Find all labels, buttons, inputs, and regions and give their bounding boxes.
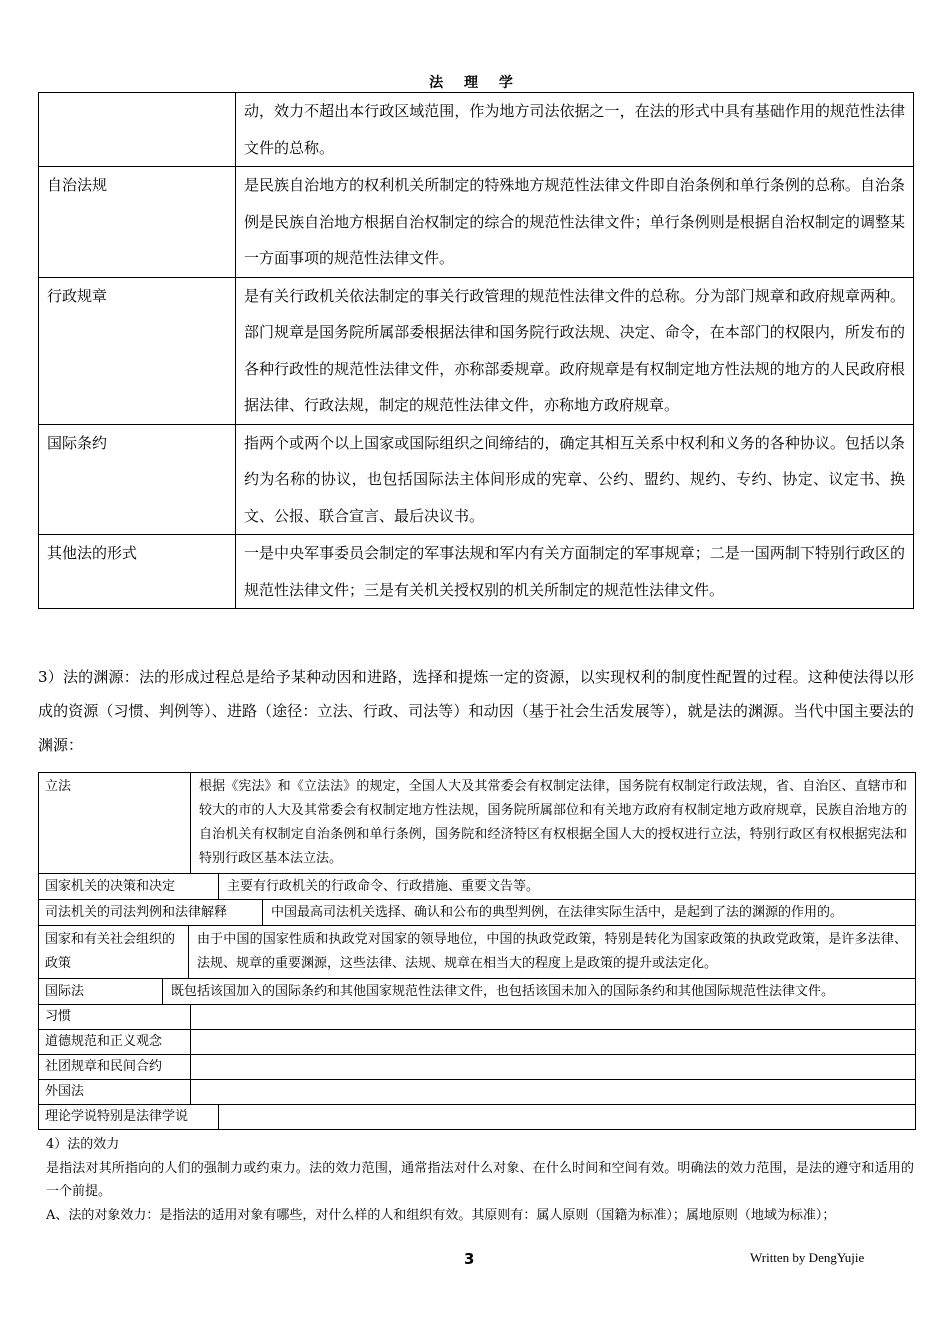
definition-cell: 指两个或两个以上国家或国际组织之间缔结的，确定其相互关系中权利和义务的各种协议。包括以条约为名称的协议，也包括国际法主体间形成的宪章、公约、盟约、规约、专约、协定、议定书、换文、公报、联合宣言、最后决议书。	[236, 424, 914, 535]
section-4	[46, 1133, 914, 1227]
definition-cell: 一是中央军事委员会制定的军事法规和军内有关方面制定的军事规章；二是一国两制下特别行政区的规范性法律文件；三是有关机关授权别的机关所制定的规范性法律文件。	[236, 535, 914, 609]
source-name-cell: 国家和有关社会组织的政策	[39, 926, 189, 978]
law-sources-table	[38, 772, 916, 1130]
definition-cell: 动，效力不超出本行政区域范围，作为地方司法依据之一，在法的形式中具有基础作用的规范性法律文件的总称。	[236, 93, 914, 167]
table-row	[39, 1105, 915, 1129]
page-number: 3	[464, 1250, 475, 1268]
source-name-cell: 道德规范和正义观念	[39, 1030, 191, 1054]
section-4-heading: 4）法的效力	[46, 1137, 120, 1152]
table-row	[39, 900, 915, 926]
table-row	[39, 926, 915, 979]
table-row	[39, 1030, 915, 1055]
table-row	[39, 93, 914, 167]
definition-cell: 是民族自治地方的权利机关所制定的特殊地方规范性法律文件即自治条例和单行条例的总称。自治条例是民族自治地方根据自治权制定的综合的规范性法律文件；单行条例则是根据自治权制定的调整某一方面事项的规范性法律文件。	[236, 167, 914, 278]
table-row	[39, 535, 914, 609]
table-row	[39, 1005, 915, 1030]
section-4-paragraph: 是指法对其所指向的人们的强制力或约束力。法的效力范围，通常指法对什么对象、在什么时间和空间有效。明确法的效力范围，是法的遵守和适用的一个前提。	[46, 1160, 914, 1199]
term-cell: 其他法的形式	[39, 535, 236, 609]
source-name-cell: 国家机关的决策和决定	[39, 874, 219, 899]
footer-author: Written by DengYujie	[750, 1250, 865, 1265]
source-desc-cell: 中国最高司法机关选择、确认和公布的典型判例，在法律实际生活中，是起到了法的渊源的作用的。	[271, 905, 844, 920]
section-4-paragraph-a: A、法的对象效力：是指法的适用对象有哪些，对什么样的人和组织有效。其原则有：属人原则（国籍为标准）；属地原则（地域为标准）；	[46, 1207, 836, 1223]
table-row	[39, 1080, 915, 1105]
law-forms-table	[38, 92, 914, 609]
source-desc-cell	[191, 1005, 915, 1029]
table-row	[39, 277, 914, 424]
source-name-cell: 司法机关的司法判例和法律解释	[39, 900, 263, 925]
source-desc-cell: 主要有行政机关的行政命令、行政措施、重要文告等。	[227, 879, 540, 894]
source-name-cell: 外国法	[39, 1080, 191, 1104]
source-name-cell: 习惯	[39, 1005, 191, 1029]
table-row	[39, 167, 914, 278]
source-desc-cell: 既包括该国加入的国际条约和其他国家规范性法律文件，也包括该国未加入的国际条约和其他国际规范性法律文件。	[171, 984, 835, 999]
table-row	[39, 874, 915, 900]
source-desc-cell	[191, 1030, 915, 1054]
source-name-cell: 社团规章和民间合约	[39, 1055, 191, 1079]
source-desc-cell: 根据《宪法》和《立法法》的规定，全国人大及其常委会有权制定法律，国务院有权制定行政法规，省、自治区、直辖市和较大的市的人大及其常委会有权制定地方性法规，国务院所属部位和有关地方政府有权制定地方政府规章，民族自治地方的自治机关有权制定自治条例和单行条例，国务院和经济特区有权根据全国人大的授权进行立法，特别行政区有权根据宪法和特别行政区基本法立法。	[199, 779, 907, 866]
source-desc-cell: 由于中国的国家性质和执政党对国家的领导地位，中国的执政党政策，特别是转化为国家政策的执政党政策，是许多法律、法规、规章的重要渊源，这些法律、法规、规章在相当大的程度上是政策的提升或法定化。	[197, 932, 907, 971]
source-desc-cell	[191, 1055, 915, 1079]
source-desc-cell	[191, 1080, 915, 1104]
table-row	[39, 773, 915, 874]
source-name-cell: 理论学说特别是法律学说	[39, 1105, 219, 1129]
definition-cell: 是有关行政机关依法制定的事关行政管理的规范性法律文件的总称。分为部门规章和政府规章两种。部门规章是国务院所属部委根据法律和国务院行政法规、决定、命令，在本部门的权限内，所发布的各种行政性的规范性法律文件，亦称部委规章。政府规章是有权制定地方性法规的地方的人民政府根据法律、行政法规，制定的规范性法律文件，亦称地方政府规章。	[236, 277, 914, 424]
term-cell: 自治法规	[39, 167, 236, 278]
term-cell: 国际条约	[39, 424, 236, 535]
section-3-paragraph: 3）法的渊源：法的形成过程总是给予某种动因和进路，选择和提炼一定的资源，以实现权利的制度性配置的过程。这种使法得以形成的资源（习惯、判例等）、进路（途径：立法、行政、司法等）和动因（基于社会生活发展等），就是法的渊源。当代中国主要法的渊源：	[38, 668, 914, 754]
source-name-cell: 立法	[39, 773, 191, 873]
term-cell: 行政规章	[39, 277, 236, 424]
table-row	[39, 424, 914, 535]
table-row	[39, 979, 915, 1005]
table-row	[39, 1055, 915, 1080]
page-header-title: 法 理 学	[429, 75, 521, 91]
source-name-cell: 国际法	[39, 979, 163, 1004]
term-cell	[39, 93, 236, 167]
source-desc-cell	[219, 1105, 915, 1129]
